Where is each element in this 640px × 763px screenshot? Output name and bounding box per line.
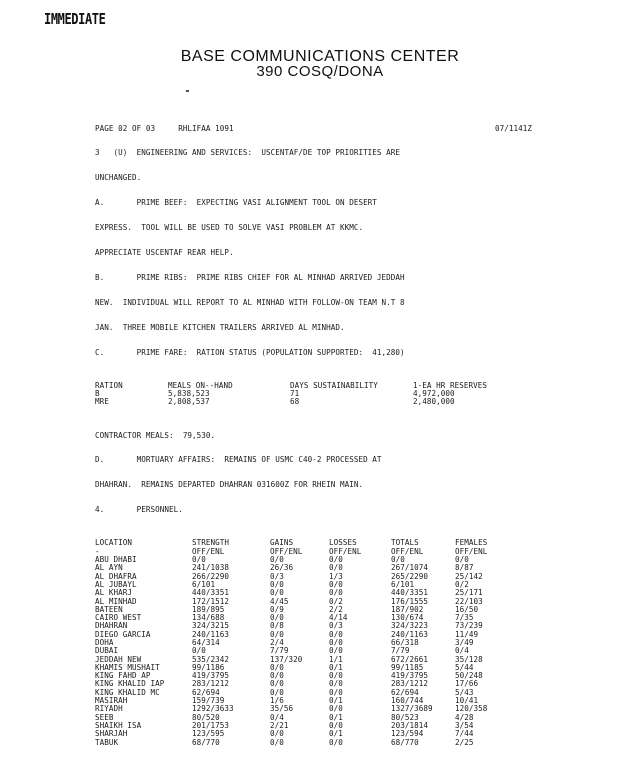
personnel-cell: 440/3351 (192, 588, 229, 598)
personnel-cell: 535/2342 (192, 654, 229, 664)
personnel-cell: 0/0 (270, 555, 284, 565)
personnel-cell: 265/2290 (391, 571, 428, 581)
personnel-cell: 0/0 (270, 613, 284, 623)
personnel-cell: 283/1212 (192, 679, 229, 689)
personnel-cell: 8/87 (455, 563, 474, 573)
personnel-cell: 440/3351 (391, 588, 428, 598)
personnel-cell: 0/0 (192, 555, 206, 565)
message-line: CONTRACTOR MEALS: 79,530. (95, 430, 216, 440)
table-row (95, 596, 483, 606)
table-row (95, 671, 483, 681)
personnel-cell: 203/1814 (391, 720, 428, 730)
personnel-cell: BATEEN (95, 604, 123, 614)
personnel-cell: 267/1074 (391, 563, 428, 573)
personnel-cell: 2/2 (329, 604, 343, 614)
personnel-cell: TABUK (95, 737, 119, 747)
personnel-cell: 241/1038 (192, 563, 229, 573)
personnel-cell: 1327/3689 (391, 704, 433, 714)
message-line: EXPRESS. TOOL WILL BE USED TO SOLVE VASI PROBLEM AT KKMC. (95, 223, 364, 233)
message-line: JAN. THREE MOBILE KITCHEN TRAILERS ARRIVED AL MINHAD. (95, 322, 345, 332)
personnel-cell: 11/49 (455, 629, 479, 639)
personnel-cell: 0/0 (329, 588, 343, 598)
personnel-cell: 68/770 (391, 737, 419, 747)
personnel-cell: 2/21 (270, 720, 289, 730)
personnel-cell: KING KHALID MC (95, 687, 160, 697)
personnel-cell: 80/520 (192, 712, 220, 722)
header-subtitle: 390 COSQ/DONA (256, 63, 384, 80)
personnel-cell: AL DHAFRA (95, 571, 137, 581)
personnel-cell: OFF/ENL (270, 546, 303, 556)
personnel-cell: 5/43 (455, 687, 474, 697)
personnel-header-row (95, 538, 488, 548)
personnel-cell: 0/4 (270, 712, 284, 722)
personnel-cell: 0/4 (455, 646, 469, 656)
personnel-cell: 0/0 (391, 555, 405, 565)
personnel-cell: 201/1753 (192, 720, 229, 730)
table-row (95, 679, 479, 689)
personnel-cell: AL AYN (95, 563, 123, 573)
personnel-cell: 73/239 (455, 621, 483, 631)
personnel-cell: 25/171 (455, 588, 483, 598)
personnel-cell: 6/101 (192, 579, 216, 589)
personnel-cell: 0/0 (192, 646, 206, 656)
personnel-cell: 4/45 (270, 596, 289, 606)
ration-cell: 2,808,537 (168, 397, 210, 407)
ration-cell: 5,838,523 (168, 389, 210, 399)
personnel-cell: RIYADH (95, 704, 123, 714)
ration-cell: 2,480,000 (413, 397, 455, 407)
personnel-cell: 0/0 (270, 737, 284, 747)
ration-cell: 71 (290, 389, 300, 399)
personnel-cell: DIEGO GARCIA (95, 629, 151, 639)
table-row (95, 604, 479, 614)
personnel-cell: TOTALS (391, 538, 419, 548)
personnel-cell: 0/3 (270, 571, 284, 581)
message-line: DHAHRAN. REMAINS DEPARTED DHAHRAN 031600Z FOR RHEIN MAIN. (95, 480, 364, 490)
personnel-cell: 0/3 (329, 621, 343, 631)
table-row (95, 555, 469, 565)
message-line: B. PRIME RIBS: PRIME RIBS CHIEF FOR AL MINHAD ARRIVED JEDDAH (95, 272, 405, 282)
ration-table (95, 380, 487, 407)
personnel-cell: 1/1 (329, 654, 343, 664)
immediate-stamp: IMMEDIATE (44, 10, 106, 28)
personnel-cell: 0/0 (270, 579, 284, 589)
personnel-cell: - (95, 546, 100, 556)
personnel-cell: 0/0 (270, 687, 284, 697)
ration-cell: 4,972,000 (413, 389, 455, 399)
message-line: NEW. INDIVIDUAL WILL REPORT TO AL MINHAD WITH FOLLOW-ON TEAM N.T 8 (95, 297, 405, 307)
personnel-cell: KING KHALID IAP (95, 679, 165, 689)
personnel-cell: 5/44 (455, 662, 474, 672)
personnel-cell: JEDDAH NEW (95, 654, 142, 664)
personnel-cell: 1292/3633 (192, 704, 234, 714)
personnel-cell: 0/0 (329, 638, 343, 647)
personnel-cell: 0/0 (270, 629, 284, 639)
personnel-cell: 26/36 (270, 563, 294, 573)
message-line: C. PRIME FARE: RATION STATUS (POPULATION SUPPORTED: 41,280) (95, 347, 405, 357)
table-row (95, 720, 474, 730)
message-line: A. PRIME BEEF: EXPECTING VASI ALIGNMENT TOOL ON DESERT (95, 198, 377, 208)
personnel-cell: 7/79 (391, 646, 410, 656)
table-row (95, 696, 479, 706)
personnel-cell: SHAIKH ISA (95, 720, 142, 730)
personnel-cell: 0/0 (329, 720, 343, 730)
personnel-cell: 283/1212 (391, 679, 428, 689)
personnel-cell: 0/0 (329, 679, 343, 689)
personnel-cell: 0/1 (329, 662, 343, 672)
personnel-cell: 160/744 (391, 696, 424, 706)
personnel-cell: 10/41 (455, 696, 479, 706)
personnel-cell: 0/1 (329, 696, 343, 706)
table-row (95, 588, 483, 598)
personnel-cell: 120/358 (455, 704, 488, 714)
personnel-cell: 99/1185 (391, 662, 424, 672)
personnel-cell: KING FAHD AP (95, 671, 151, 681)
personnel-cell: FEMALES (455, 538, 488, 548)
table-row (95, 737, 474, 747)
ration-cell: MRE (95, 397, 109, 407)
personnel-cell: 0/0 (270, 588, 284, 598)
table-row (95, 662, 474, 672)
personnel-cell: OFF/ENL (455, 546, 488, 556)
personnel-cell: 16/50 (455, 604, 479, 614)
personnel-cell: 17/66 (455, 679, 479, 689)
personnel-cell: 266/2290 (192, 571, 229, 581)
personnel-cell: 159/739 (192, 696, 225, 706)
personnel-cell: 0/0 (329, 737, 343, 747)
table-row (95, 646, 469, 656)
table-row (95, 563, 474, 573)
message-line: APPRECIATE USCENTAF REAR HELP. (95, 248, 234, 258)
message-line: UNCHANGED. (95, 173, 142, 183)
personnel-cell: AL KHARJ (95, 588, 132, 598)
personnel-cell: CAIRO WEST (95, 613, 142, 623)
ration-cell: B (95, 389, 100, 399)
personnel-cell: SHARJAH (95, 729, 128, 739)
table-row (95, 712, 474, 722)
table-row (95, 613, 474, 623)
personnel-cell: 137/320 (270, 654, 303, 664)
personnel-cell: 62/694 (192, 687, 220, 697)
personnel-cell: 0/0 (329, 646, 343, 656)
personnel-cell: 7/44 (455, 729, 474, 739)
personnel-cell: 2/25 (455, 737, 474, 747)
personnel-cell: ABU DHABI (95, 555, 137, 565)
ration-cell: 68 (290, 397, 300, 407)
personnel-cell: OFF/ENL (391, 546, 424, 556)
personnel-cell: 0/0 (329, 563, 343, 573)
personnel-cell: 324/3223 (391, 621, 428, 631)
page-line (95, 123, 532, 133)
personnel-cell: 7/79 (270, 646, 289, 656)
personnel-cell: 672/2661 (391, 654, 428, 664)
speck (186, 90, 189, 92)
personnel-cell: AL MINHAD (95, 596, 137, 606)
personnel-cell: 0/2 (329, 596, 343, 606)
personnel-cell: 240/1163 (391, 629, 428, 639)
personnel-cell: 6/101 (391, 579, 415, 589)
ration-cell: MEALS ON--HAND (168, 380, 233, 390)
personnel-cell: 123/594 (391, 729, 424, 739)
personnel-cell: 0/0 (329, 579, 343, 589)
personnel-cell: SEEB (95, 712, 114, 722)
personnel-cell: 0/0 (329, 629, 343, 639)
personnel-cell: 187/902 (391, 604, 424, 614)
personnel-cell: LOSSES (329, 538, 357, 548)
message-line: 3 (U) ENGINEERING AND SERVICES: USCENTAF/DE TOP PRIORITIES ARE (95, 148, 401, 158)
personnel-cell: 66/318 (391, 638, 419, 647)
personnel-cell: 176/1555 (391, 596, 428, 606)
personnel-cell: 22/103 (455, 596, 483, 606)
message-body (95, 108, 532, 763)
personnel-cell: 172/1512 (192, 596, 229, 606)
personnel-cell: 0/0 (270, 671, 284, 681)
personnel-cell: 35/128 (455, 654, 483, 664)
personnel-cell: 1/6 (270, 696, 284, 706)
personnel-cell: OFF/ENL (192, 546, 225, 556)
personnel-cell: 0/0 (329, 555, 343, 565)
table-row (95, 621, 483, 631)
table-row (95, 704, 488, 714)
personnel-cell: 80/523 (391, 712, 419, 722)
page-number: PAGE 02 OF 03 RHLIFAA 1091 (95, 123, 234, 133)
personnel-cell: DUBAI (95, 646, 119, 656)
header-title: BASE COMMUNICATIONS CENTER (180, 48, 460, 65)
personnel-cell: 130/674 (391, 613, 424, 623)
personnel-cell: 3/54 (455, 720, 474, 730)
personnel-cell: 0/0 (270, 729, 284, 739)
table-row (95, 729, 474, 739)
table-row (95, 654, 483, 664)
personnel-cell: DHAHRAN (95, 621, 128, 631)
personnel-cell: 50/248 (455, 671, 483, 681)
personnel-cell: 0/8 (270, 621, 284, 631)
personnel-cell: 419/3795 (192, 671, 229, 681)
personnel-cell: 1/3 (329, 571, 343, 581)
table-row (95, 629, 479, 639)
table-row (95, 579, 469, 589)
ration-header-row (95, 380, 487, 390)
personnel-cell: 134/688 (192, 613, 225, 623)
page-dtg: 07/1141Z (495, 123, 532, 133)
personnel-cell: 0/0 (329, 671, 343, 681)
personnel-cell: 0/9 (270, 604, 284, 614)
personnel-cell: 3/49 (455, 638, 474, 647)
table-row (95, 687, 474, 697)
table-row (95, 571, 483, 581)
ration-cell: RATION (95, 380, 123, 390)
personnel-cell: 0/1 (329, 729, 343, 739)
personnel-cell: 0/0 (270, 679, 284, 689)
message-line: D. MORTUARY AFFAIRS: REMAINS OF USMC C40-2 PROCESSED AT (95, 455, 382, 465)
personnel-cell: 62/694 (391, 687, 419, 697)
personnel-cell: 4/28 (455, 712, 474, 722)
personnel-cell: 99/1186 (192, 662, 225, 672)
personnel-cell: 7/35 (455, 613, 474, 623)
personnel-cell: GAINS (270, 538, 294, 548)
personnel-cell: KHAMIS MUSHAIT (95, 662, 160, 672)
personnel-cell: OFF/ENL (329, 546, 362, 556)
personnel-cell: 324/3215 (192, 621, 229, 631)
personnel-cell: 0/2 (455, 579, 469, 589)
table-row (95, 638, 474, 647)
personnel-cell: STRENGTH (192, 538, 229, 548)
personnel-cell: AL JUBAYL (95, 579, 137, 589)
personnel-cell: 0/0 (329, 704, 343, 714)
ration-cell: 1-EA HR RESERVES (413, 380, 487, 390)
personnel-cell: 35/56 (270, 704, 294, 714)
personnel-table (95, 538, 488, 747)
personnel-cell: 25/142 (455, 571, 483, 581)
personnel-cell: MASIRAH (95, 696, 128, 706)
personnel-cell: 123/595 (192, 729, 225, 739)
personnel-cell: 0/0 (455, 555, 469, 565)
personnel-cell: 4/14 (329, 613, 348, 623)
personnel-cell: 68/770 (192, 737, 220, 747)
ration-row (95, 389, 455, 399)
ration-cell: DAYS SUSTAINABILITY (290, 380, 378, 390)
personnel-cell: LOCATION (95, 538, 132, 548)
personnel-cell: DOHA (95, 638, 114, 647)
personnel-cell: 0/1 (329, 712, 343, 722)
message-line: 4. PERSONNEL. (95, 505, 183, 515)
personnel-cell: 2/4 (270, 638, 284, 647)
personnel-cell: 64/314 (192, 638, 220, 647)
personnel-cell: 189/895 (192, 604, 225, 614)
personnel-cell: 0/0 (270, 662, 284, 672)
personnel-cell: 0/0 (329, 687, 343, 697)
personnel-cell: 240/1163 (192, 629, 229, 639)
personnel-subheader-row (95, 546, 488, 556)
ration-row (95, 397, 455, 407)
personnel-cell: 419/3795 (391, 671, 428, 681)
